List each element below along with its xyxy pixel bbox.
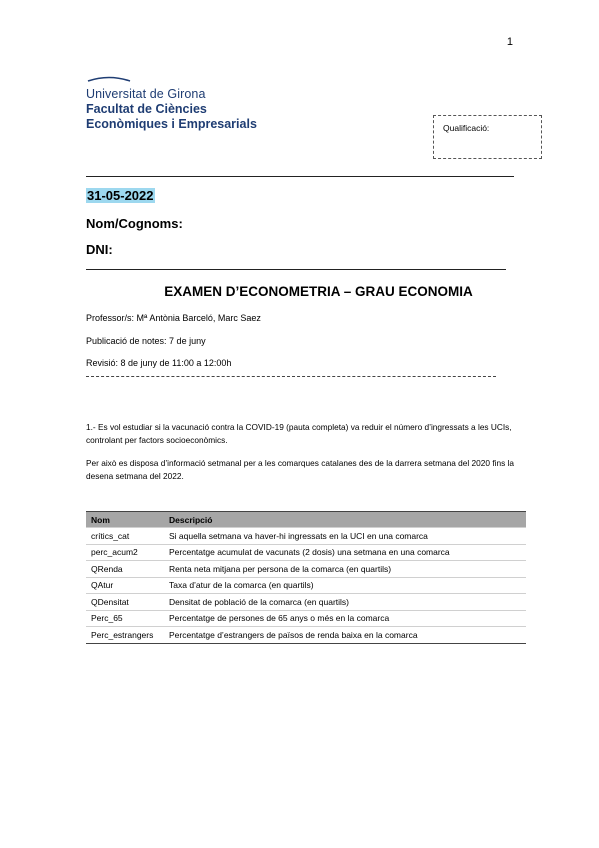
review-line: Revisió: 8 de juny de 11:00 a 12:00h (86, 358, 232, 368)
variables-table (86, 511, 526, 644)
mid-divider (86, 269, 506, 270)
question-paragraph-2: Per això es disposa d’informació setmanal per a les comarques catalanes des de la darrera setmana del 2020 fins la desena setmana del 2022. (86, 458, 514, 481)
logo-faculty-line1: Facultat de Ciències (86, 102, 207, 116)
question-paragraph-1: 1.- Es vol estudiar si la vacunació contra la COVID-19 (pauta completa) va reduir el número d’ingressats a les UCIs, controlant per factors socioeconòmics. (86, 422, 512, 445)
grade-box (433, 115, 542, 159)
dashed-separator (86, 376, 496, 377)
table-row (86, 610, 526, 627)
variable-name: QDensitat (86, 594, 164, 611)
grade-label: Qualificació: (443, 123, 490, 133)
name-field-label: Nom/Cognoms: (86, 216, 183, 231)
variable-description: Renta neta mitjana per persona de la comarca (en quartils) (164, 561, 526, 578)
table-row (86, 594, 526, 611)
variable-description: Si aquella setmana va haver-hi ingressats en la UCI en una comarca (164, 528, 526, 545)
table-row (86, 528, 526, 545)
dni-field-label: DNI: (86, 242, 113, 257)
variable-description: Taxa d’atur de la comarca (en quartils) (164, 577, 526, 594)
variable-name: crítics_cat (86, 528, 164, 545)
top-divider (86, 176, 514, 177)
exam-title: EXAMEN D’ECONOMETRIA – GRAU ECONOMIA (164, 284, 473, 299)
university-logo (86, 69, 276, 132)
variable-name: QAtur (86, 577, 164, 594)
variable-description: Densitat de població de la comarca (en quartils) (164, 594, 526, 611)
variable-name: perc_acum2 (86, 544, 164, 561)
professors-line: Professor/s: Mª Antònia Barceló, Marc Saez (86, 313, 261, 323)
table-row (86, 577, 526, 594)
variable-name: Perc_estrangers (86, 627, 164, 644)
logo-arc-icon (86, 75, 132, 82)
page-number: 1 (506, 36, 513, 48)
table-row (86, 561, 526, 578)
logo-university-name: Universitat de Girona (86, 87, 206, 101)
table-row (86, 544, 526, 561)
variable-description: Percentatge de persones de 65 anys o més en la comarca (164, 610, 526, 627)
header-description: Descripció (164, 512, 526, 528)
logo-faculty-line2: Econòmiques i Empresarials (86, 117, 257, 131)
grades-publication-line: Publicació de notes: 7 de juny (86, 336, 206, 346)
variable-name: Perc_65 (86, 610, 164, 627)
header-name: Nom (86, 512, 164, 528)
table-header-row (86, 512, 526, 528)
variable-description: Percentatge d’estrangers de països de renda baixa en la comarca (164, 627, 526, 644)
exam-date: 31-05-2022 (87, 188, 154, 203)
table-row (86, 627, 526, 644)
variable-description: Percentatge acumulat de vacunats (2 dosis) una setmana en una comarca (164, 544, 526, 561)
variable-name: QRenda (86, 561, 164, 578)
